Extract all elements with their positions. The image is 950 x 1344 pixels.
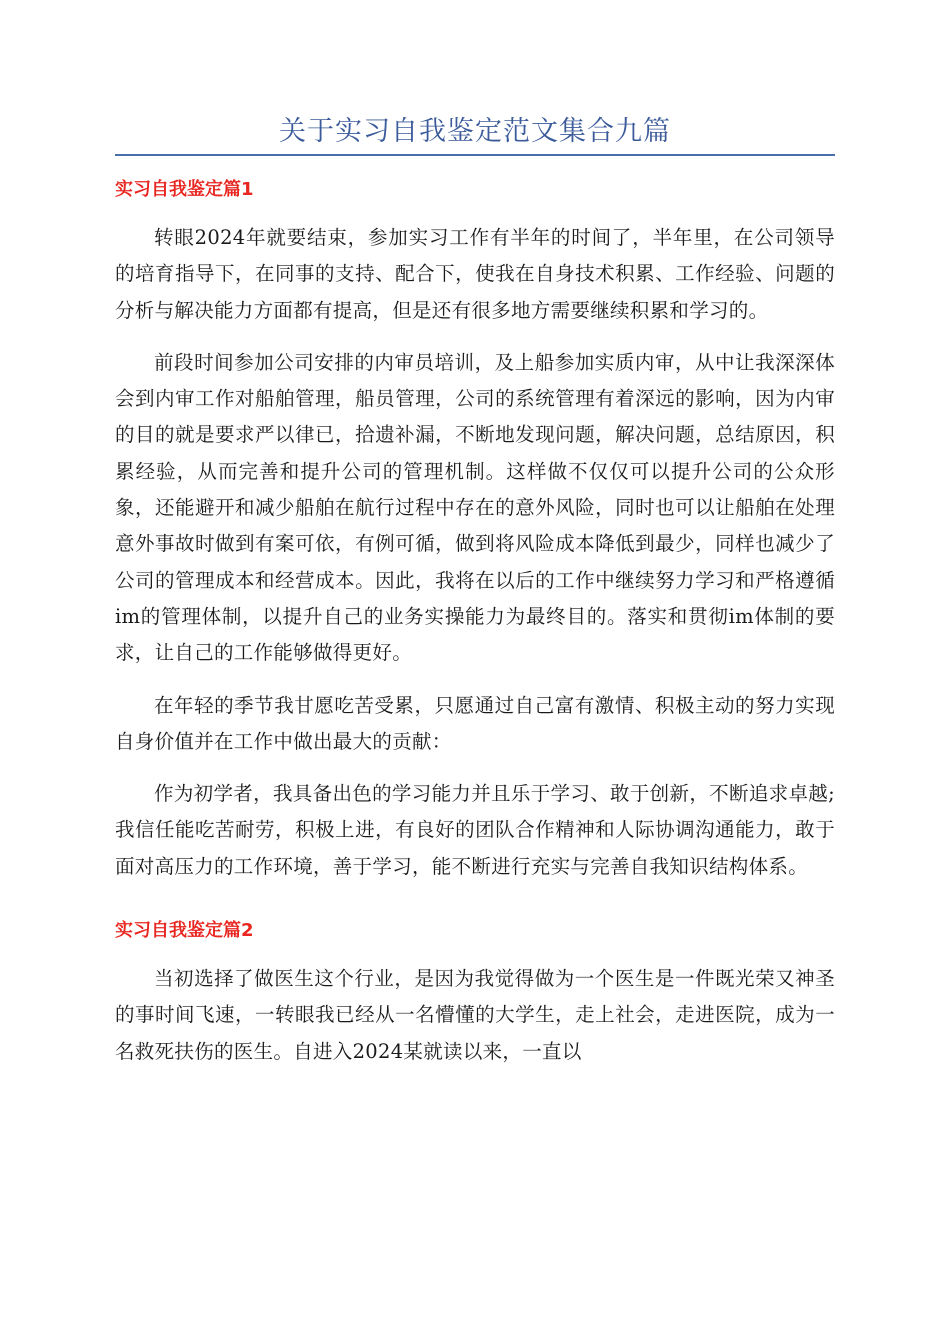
- paragraph: 在年轻的季节我甘愿吃苦受累，只愿通过自己富有激情、积极主动的努力实现自身价值并在工作中做出最大的贡献：: [115, 693, 835, 753]
- title-underline: [115, 154, 835, 156]
- document-title: 关于实习自我鉴定范文集合九篇: [279, 116, 671, 147]
- paragraph: 当初选择了做医生这个行业，是因为我觉得做为一个医生是一件既光荣又神圣的事时间飞速，一转眼我已经从一名懵懂的大学生，走上社会，走进医院，成为一名救死扶伤的医生。自进入2024某就读以来，一直以: [115, 967, 835, 1063]
- section-heading: 实习自我鉴定篇1: [115, 179, 254, 200]
- paragraph: 作为初学者，我具备出色的学习能力并且乐于学习、敢于创新，不断追求卓越;我信任能吃苦耐劳，积极上进，有良好的团队合作精神和人际协调沟通能力，敢于面对高压力的工作环境，善于学习，能不断进行充实与完善自我知识结构体系。: [115, 782, 835, 878]
- paragraph: 转眼2024年就要结束，参加实习工作有半年的时间了，半年里，在公司领导的培育指导下，在同事的支持、配合下，使我在自身技术积累、工作经验、问题的分析与解决能力方面都有提高，但是还有很多地方需要继续积累和学习的。: [115, 226, 835, 322]
- document-body: [115, 172, 835, 1086]
- section-heading: 实习自我鉴定篇2: [115, 920, 254, 942]
- paragraph: 前段时间参加公司安排的内审员培训，及上船参加实质内审，从中让我深深体会到内审工作对船舶管理，船员管理，公司的系统管理有着深远的影响，因为内审的目的就是要求严以律已，拾遗补漏，不断地发现问题，解决问题，总结原因，积累经验，从而完善和提升公司的管理机制。这样做不仅仅可以提升公司的公众形象，还能避开和减少船舶在航行过程中存在的意外风险，同时也可以让船舶在处理意外事故时做到有案可依，有例可循，做到将风险成本降低到最少，同样也减少了公司的管理成本和经营成本。因此，我将在以后的工作中继续努力学习和严格遵循im的管理体制，以提升自己的业务实操能力为最终目的。落实和贯彻im体制的要求，让自己的工作能够做得更好。: [115, 350, 835, 665]
